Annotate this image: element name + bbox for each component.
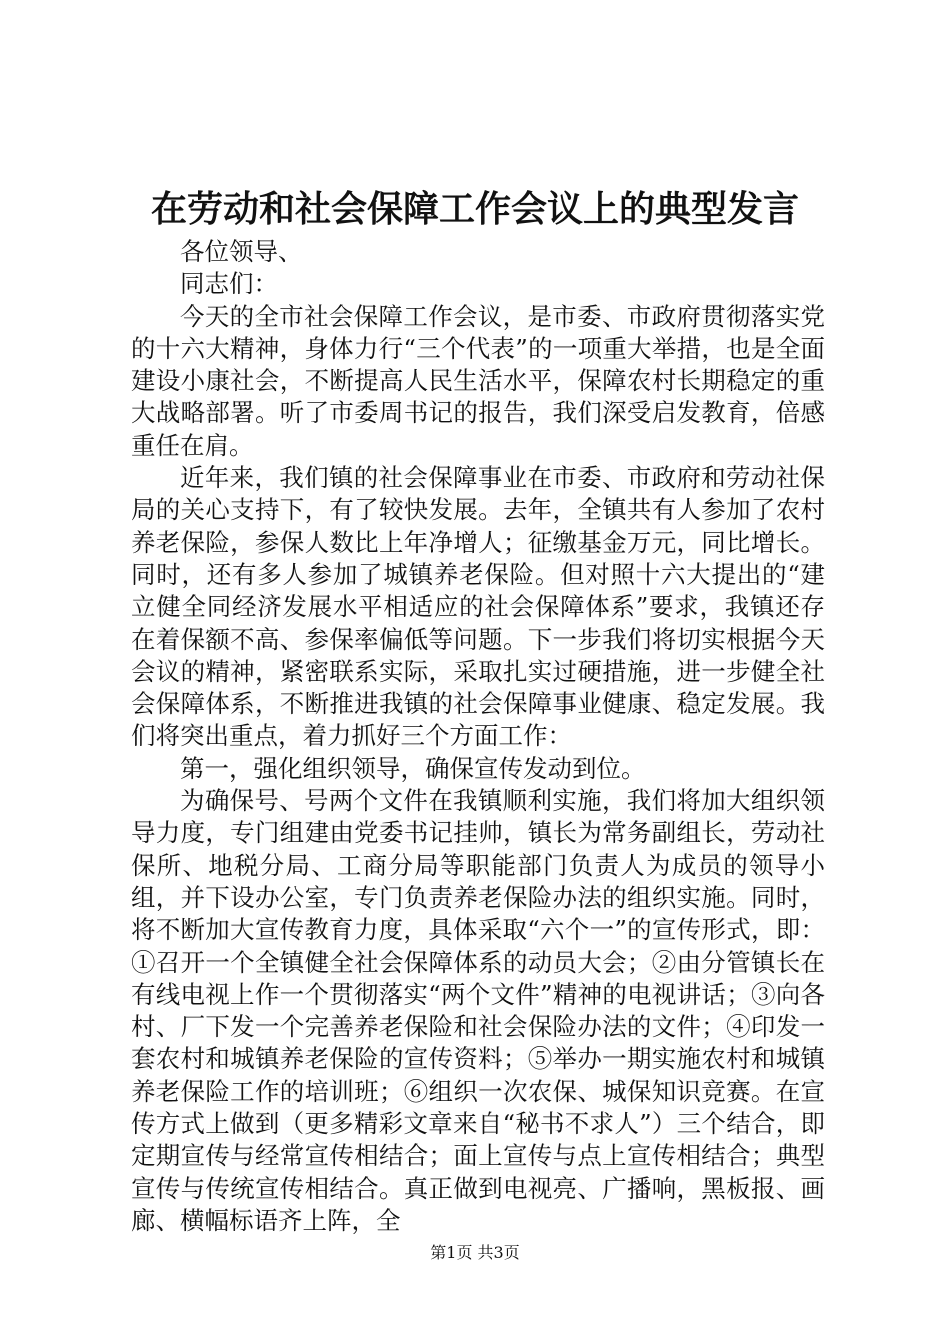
page-number-footer: 第1页 共3页: [430, 1243, 520, 1262]
document-title: 在劳动和社会保障工作会议上的典型发言: [150, 188, 799, 230]
salutation-leaders: 各位领导、: [180, 237, 303, 266]
paragraph-recent-years: 近年来，我们镇的社会保障事业在市委、市政府和劳动社保局的关心支持下，有了较快发展。去年，全镇共有人参加了农村养老保险，参保人数比上年净增人；征缴基金万元，同比增长。同时，还有多人参加了城镇养老保险。但对照十六大提出的“建立健全同经济发展水平相适应的社会保障体系”要求，我镇还存在着保额不高、参保率偏低等问题。下一步我们将切实根据今天会议的精神，紧密联系实际，采取扎实过硬措施，进一步健全社会保障体系，不断推进我镇的社会保障事业健康、稳定发展。我们将突出重点，着力抓好三个方面工作：: [131, 463, 825, 751]
paragraph-organization: 为确保号、号两个文件在我镇顺利实施，我们将加大组织领导力度，专门组建由党委书记挂帅，镇长为常务副组长，劳动社保所、地税分局、工商分局等职能部门负责人为成员的领导小组，并下设办公室，专门负责养老保险办法的组织实施。同时，将不断加大宣传教育力度，具体采取“六个一”的宣传形式，即：①召开一个全镇健全社会保障体系的动员大会；②由分管镇长在有线电视上作一个贯彻落实“两个文件”精神的电视讲话；③向各村、厂下发一个完善养老保险和社会保险办法的文件；④印发一套农村和城镇养老保险的宣传资料；⑤举办一期实施农村和城镇养老保险工作的培训班；⑥组织一次农保、城保知识竞赛。在宣传方式上做到（更多精彩文章来自“秘书不求人”）三个结合，即定期宣传与经常宣传相结合；面上宣传与点上宣传相结合；典型宣传与传统宣传相结合。真正做到电视亮、广播响，黑板报、画廊、横幅标语齐上阵，全: [131, 786, 825, 1235]
paragraph-first-point: 第一，强化组织领导，确保宣传发动到位。: [180, 753, 646, 783]
salutation-comrades: 同志们：: [180, 269, 278, 299]
paragraph-opening: 今天的全市社会保障工作会议，是市委、市政府贯彻落实党的十六大精神，身体力行“三个代表”的一项重大举措，也是全面建设小康社会，不断提高人民生活水平，保障农村长期稳定的重大战略部署。听了市委周书记的报告，我们深受启发教育，倍感重任在肩。: [131, 301, 825, 460]
document-body: [131, 236, 825, 1237]
